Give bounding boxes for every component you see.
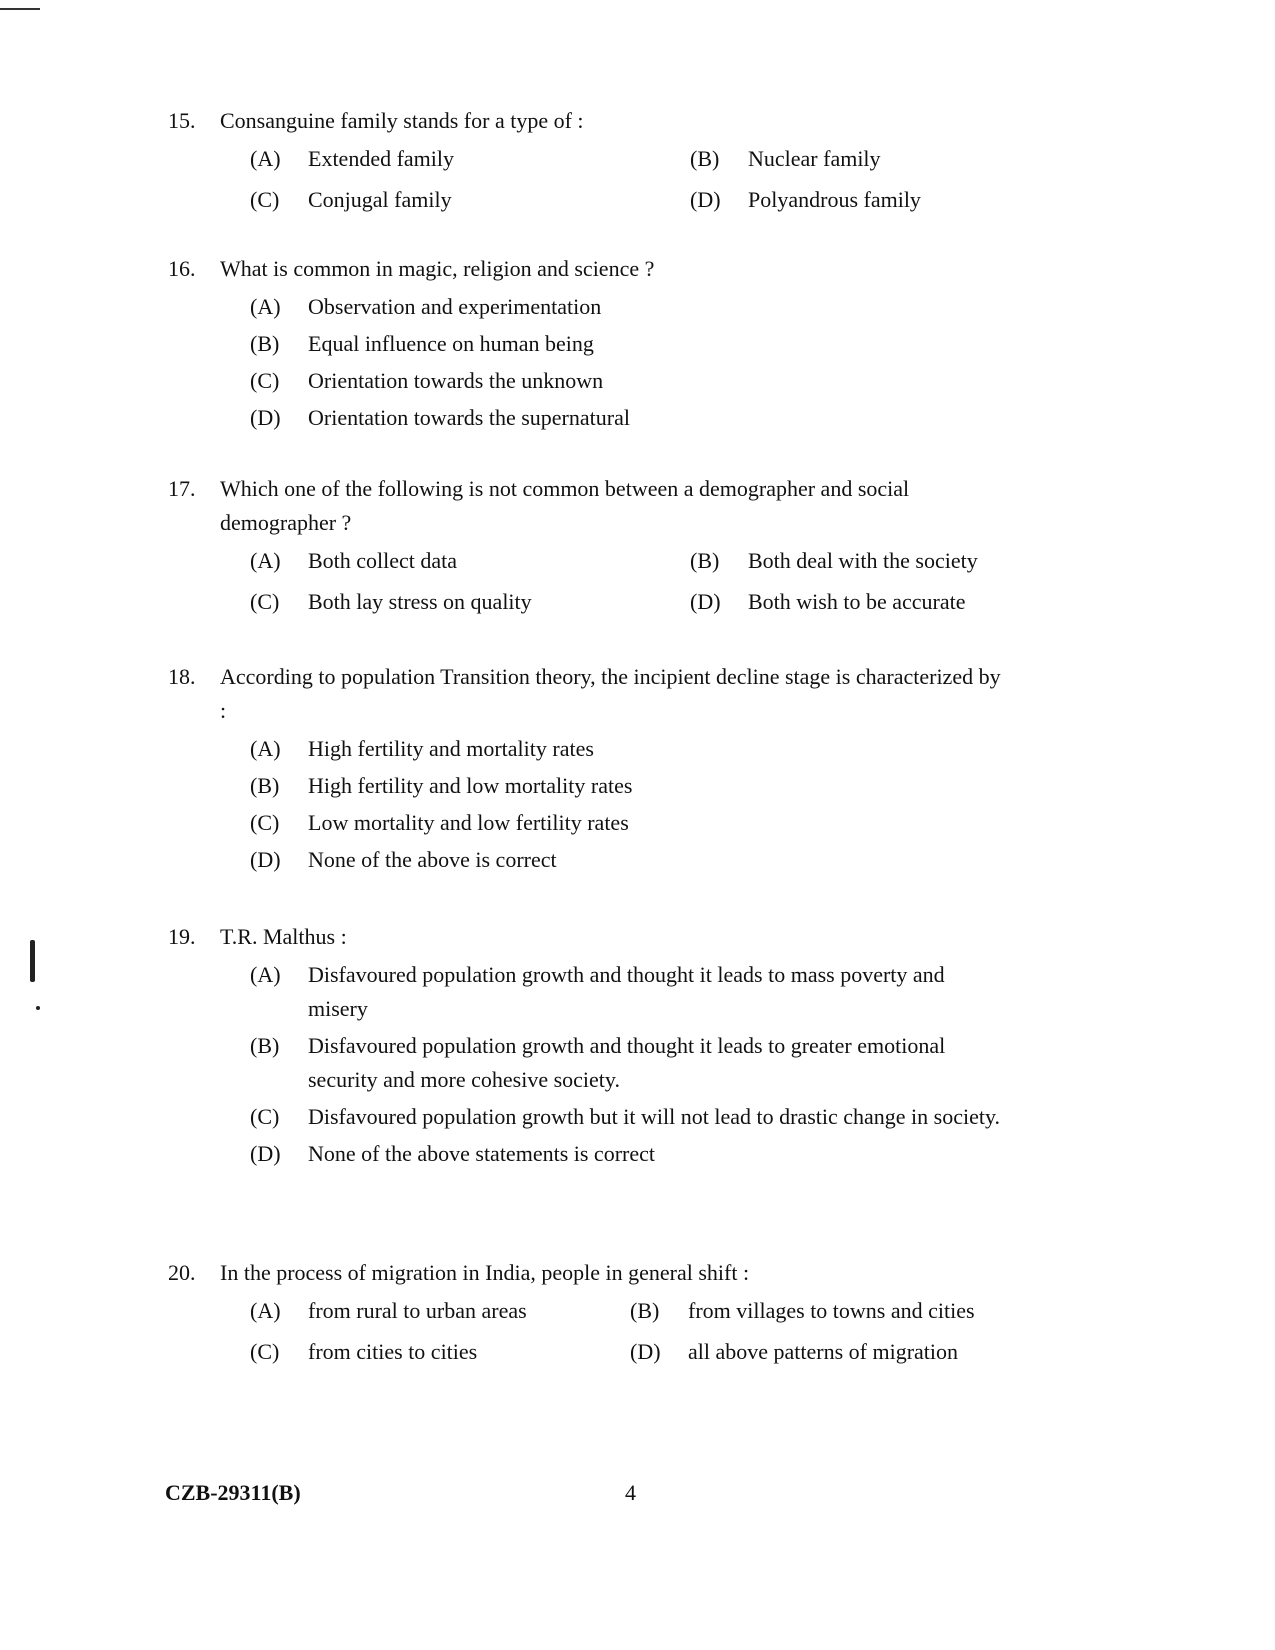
option-a: (A) Extended family [250,146,455,171]
option-c: (C) Both lay stress on quality [250,589,532,614]
option-c: (C) Low mortality and low fertility rates [250,810,629,835]
option-d: (D) all above patterns of migration [630,1339,959,1364]
option-c: (C) Conjugal family [250,187,452,212]
option-b: (B) Disfavoured population growth and thought it leads to greater emotional security and more cohesive society. [250,1033,946,1092]
scan-mark [36,1006,40,1010]
option-a: (A) Observation and experimentation [250,294,602,319]
option-b: (B) High fertility and low mortality rates [250,773,633,798]
option-a: (A) Both collect data [250,548,458,573]
page-number: 4 [625,1480,636,1505]
question-17 [168,472,1008,622]
question-number: 20. [168,1260,196,1285]
option-d: (D) Both wish to be accurate [690,589,966,614]
option-b: (B) from villages to towns and cities [630,1298,975,1323]
question-number: 19. [168,924,196,949]
option-d: (D) None of the above statements is correct [250,1141,655,1166]
question-15 [168,104,1008,220]
question-text: Which one of the following is not common between a demographer and social demographer ? [220,476,910,535]
question-number: 18. [168,664,196,689]
option-b: (B) Nuclear family [690,146,881,171]
option-d: (D) Polyandrous family [690,187,921,212]
question-text: In the process of migration in India, people in general shift : [220,1260,750,1285]
scan-mark [0,8,40,10]
option-a: (A) Disfavoured population growth and thought it leads to mass poverty and misery [250,962,945,1021]
scan-mark [30,940,35,982]
option-c: (C) Orientation towards the unknown [250,368,604,393]
question-16 [168,252,1008,438]
question-20 [168,1256,1008,1372]
question-text: What is common in magic, religion and science ? [220,256,655,281]
option-c: (C) from cities to cities [250,1339,478,1364]
question-text: According to population Transition theory, the incipient decline stage is characterized by : [220,664,1001,723]
option-d: (D) None of the above is correct [250,847,557,872]
option-d: (D) Orientation towards the supernatural [250,405,630,430]
question-18 [168,660,1008,880]
option-a: (A) High fertility and mortality rates [250,736,594,761]
question-number: 16. [168,256,196,281]
option-b: (B) Equal influence on human being [250,331,594,356]
option-a: (A) from rural to urban areas [250,1298,527,1323]
paper-code: CZB-29311(B) [165,1480,301,1505]
question-number: 15. [168,108,196,133]
option-b: (B) Both deal with the society [690,548,978,573]
question-text: T.R. Malthus : [220,924,347,949]
option-c: (C) Disfavoured population growth but it will not lead to drastic change in society. [250,1104,1001,1129]
question-number: 17. [168,476,196,501]
question-19 [168,920,1008,1174]
question-text: Consanguine family stands for a type of : [220,108,584,133]
